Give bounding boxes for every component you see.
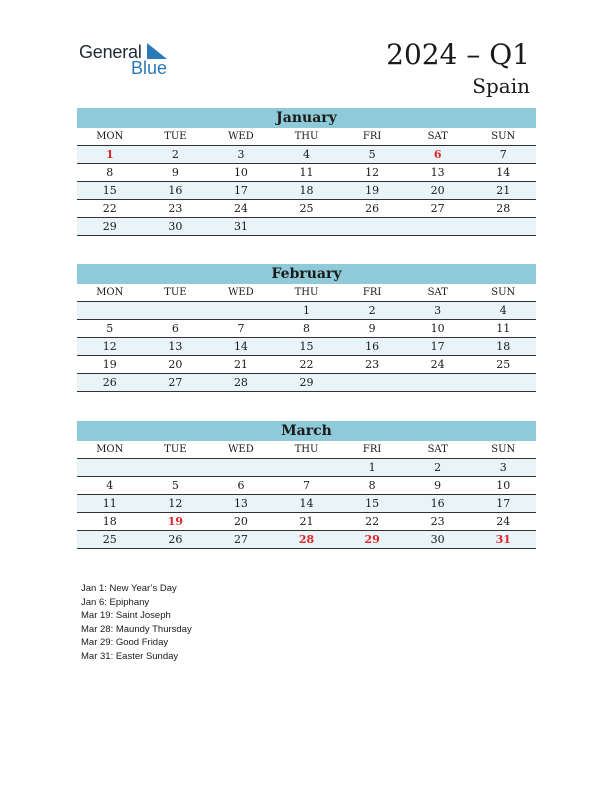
day-cell: 3 [499, 461, 507, 474]
day-cell: 6 [171, 322, 179, 335]
day-cell: 12 [365, 166, 380, 179]
day-cell: 23 [365, 358, 380, 371]
day-cell: 11 [496, 322, 511, 335]
day-cell: 15 [299, 340, 314, 353]
month-february [77, 264, 536, 392]
day-cell: 10 [233, 166, 248, 179]
weekday-label: SUN [491, 444, 516, 455]
day-cell: 30 [430, 533, 445, 546]
day-cell: 30 [168, 220, 183, 233]
day-cell: 13 [168, 340, 183, 353]
day-cell: 21 [299, 515, 314, 528]
day-cell [405, 218, 471, 235]
logo-triangle-icon [147, 43, 169, 59]
weekday-header-row [77, 284, 536, 302]
day-cell [143, 302, 209, 319]
week-row [77, 146, 536, 164]
day-cell: 8 [106, 166, 114, 179]
day-cell: 4 [303, 148, 311, 161]
day-cell [208, 459, 274, 476]
day-cell: 16 [365, 340, 380, 353]
day-cell: 11 [102, 497, 117, 510]
day-cell: 29 [299, 376, 314, 389]
week-row [77, 531, 536, 549]
day-cell: 2 [368, 304, 376, 317]
holiday-item: Mar 28: Maundy Thursday [81, 623, 192, 635]
day-cell: 24 [496, 515, 511, 528]
day-cell: 16 [430, 497, 445, 510]
month-header: February [77, 264, 536, 284]
weekday-label: WED [228, 287, 254, 298]
day-cell: 22 [365, 515, 380, 528]
holiday-day-cell: 28 [298, 533, 315, 546]
weekday-label: FRI [362, 444, 382, 455]
day-cell: 29 [102, 220, 117, 233]
weekday-label: MON [96, 131, 124, 142]
holiday-day-cell: 29 [364, 533, 380, 546]
holiday-day-cell: 31 [495, 533, 511, 546]
month-january [77, 108, 536, 236]
day-cell: 26 [102, 376, 117, 389]
day-cell: 25 [496, 358, 511, 371]
day-cell: 14 [496, 166, 511, 179]
day-cell: 17 [233, 184, 248, 197]
month-header: March [77, 421, 536, 441]
day-cell: 26 [365, 202, 380, 215]
day-cell: 13 [430, 166, 445, 179]
day-cell: 20 [168, 358, 183, 371]
day-cell: 14 [299, 497, 314, 510]
day-cell: 27 [168, 376, 183, 389]
weekday-label: SAT [427, 131, 448, 142]
day-cell: 18 [299, 184, 314, 197]
day-cell: 8 [368, 479, 376, 492]
day-cell: 9 [368, 322, 376, 335]
week-row [77, 513, 536, 531]
holiday-item: Jan 1: New Year’s Day [81, 583, 177, 594]
week-row [77, 477, 536, 495]
day-cell: 7 [499, 148, 507, 161]
day-cell [208, 302, 274, 319]
day-cell [274, 459, 340, 476]
weekday-label: WED [228, 131, 254, 142]
week-row [77, 338, 536, 356]
day-cell: 18 [102, 515, 117, 528]
weekday-label: TUE [164, 444, 187, 455]
week-row [77, 320, 536, 338]
day-cell: 19 [102, 358, 117, 371]
day-cell: 1 [368, 461, 376, 474]
weekday-label: MON [96, 444, 124, 455]
day-cell [405, 374, 471, 391]
week-row [77, 459, 536, 477]
day-cell: 9 [434, 479, 442, 492]
holiday-item: Mar 29: Good Friday [81, 637, 169, 649]
day-cell [143, 459, 209, 476]
day-cell: 10 [496, 479, 511, 492]
day-cell: 5 [106, 322, 114, 335]
day-cell: 25 [299, 202, 314, 215]
holiday-item: Jan 6: Epiphany [81, 596, 150, 608]
day-cell: 10 [430, 322, 445, 335]
day-cell: 25 [102, 533, 117, 546]
holiday-day-cell: 19 [167, 515, 184, 528]
day-cell: 22 [102, 202, 117, 215]
day-cell: 4 [106, 479, 114, 492]
week-row [77, 495, 536, 513]
day-cell: 16 [168, 184, 183, 197]
day-cell: 21 [496, 184, 511, 197]
day-cell: 8 [303, 322, 311, 335]
day-cell: 26 [168, 533, 183, 546]
day-cell: 2 [434, 461, 442, 474]
day-cell: 27 [233, 533, 248, 546]
weekday-label: SUN [491, 287, 516, 298]
day-cell: 22 [299, 358, 314, 371]
day-cell: 7 [237, 322, 245, 335]
weekday-label: SAT [427, 444, 448, 455]
day-cell: 5 [368, 148, 376, 161]
day-cell [77, 459, 143, 476]
day-cell: 28 [233, 376, 248, 389]
holiday-item: Mar 19: Saint Joseph [81, 610, 171, 622]
day-cell: 4 [499, 304, 507, 317]
week-row [77, 182, 536, 200]
day-cell: 19 [365, 184, 380, 197]
weekday-label: TUE [164, 287, 187, 298]
day-cell: 20 [233, 515, 248, 528]
weekday-label: FRI [362, 131, 382, 142]
logo [79, 40, 189, 80]
day-cell: 18 [496, 340, 511, 353]
day-cell [470, 374, 536, 391]
logo-general-text: General [79, 42, 142, 62]
day-cell: 14 [233, 340, 248, 353]
day-cell: 28 [496, 202, 511, 215]
day-cell [339, 374, 405, 391]
day-cell: 15 [102, 184, 117, 197]
day-cell: 24 [430, 358, 445, 371]
holiday-day-cell: 6 [433, 148, 442, 161]
day-cell: 24 [233, 202, 248, 215]
weekday-label: MON [96, 287, 124, 298]
day-cell: 1 [303, 304, 311, 317]
day-cell: 5 [171, 479, 179, 492]
day-cell: 23 [168, 202, 183, 215]
weekday-label: THU [294, 444, 319, 455]
week-row [77, 200, 536, 218]
day-cell: 13 [233, 497, 248, 510]
day-cell: 17 [430, 340, 445, 353]
weekday-label: SUN [491, 131, 516, 142]
holiday-list [81, 582, 192, 664]
day-cell: 15 [365, 497, 380, 510]
month-header: January [77, 108, 536, 128]
weekday-label: FRI [362, 287, 382, 298]
day-cell: 11 [299, 166, 314, 179]
day-cell: 7 [303, 479, 311, 492]
logo-blue-text: Blue [131, 58, 168, 78]
weekday-label: WED [228, 444, 254, 455]
week-row [77, 164, 536, 182]
day-cell [470, 218, 536, 235]
weekday-label: THU [294, 131, 319, 142]
day-cell: 12 [102, 340, 117, 353]
day-cell: 27 [430, 202, 445, 215]
day-cell [77, 302, 143, 319]
day-cell: 6 [237, 479, 245, 492]
day-cell: 17 [496, 497, 511, 510]
week-row [77, 374, 536, 392]
day-cell: 20 [430, 184, 445, 197]
day-cell: 9 [171, 166, 179, 179]
day-cell: 2 [171, 148, 179, 161]
day-cell: 21 [233, 358, 248, 371]
weekday-header-row [77, 128, 536, 146]
day-cell: 23 [430, 515, 445, 528]
week-row [77, 302, 536, 320]
weekday-label: TUE [164, 131, 187, 142]
day-cell: 12 [168, 497, 183, 510]
country-name: Spain [472, 74, 530, 98]
holiday-day-cell: 1 [105, 148, 114, 161]
month-march [77, 421, 536, 549]
day-cell: 3 [434, 304, 442, 317]
weekday-header-row [77, 441, 536, 459]
week-row [77, 218, 536, 236]
holiday-item: Mar 31: Easter Sunday [81, 650, 179, 662]
weekday-label: SAT [427, 287, 448, 298]
day-cell: 3 [237, 148, 245, 161]
day-cell: 31 [233, 220, 248, 233]
weekday-label: THU [294, 287, 319, 298]
day-cell [339, 218, 405, 235]
quarter-title: 2024 – Q1 [386, 38, 530, 71]
week-row [77, 356, 536, 374]
day-cell [274, 218, 340, 235]
